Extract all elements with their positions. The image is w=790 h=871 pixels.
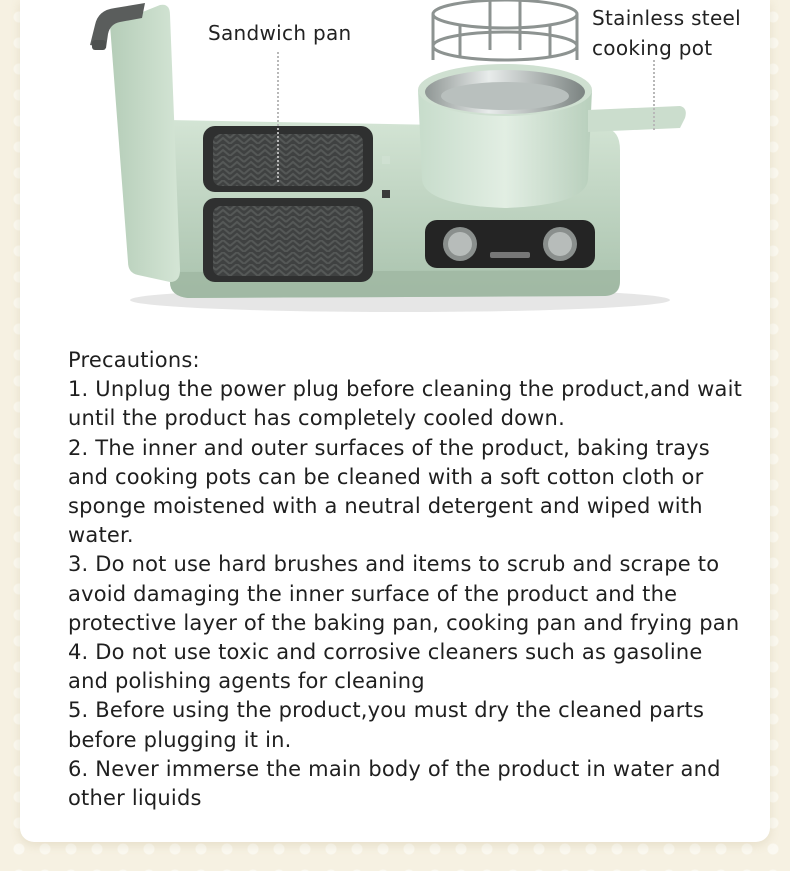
sandwich-lid — [110, 5, 180, 282]
precaution-item: 4. Do not use toxic and corrosive cleaners such as gasoline and polishing agents for cleaning — [68, 640, 703, 694]
precaution-item: 6. Never immerse the main body of the product in water and other liquids — [68, 756, 721, 811]
precaution-item: 5. Before using the product,you must dry the cleaned parts before plugging it in. — [68, 698, 705, 752]
sandwich-pan-label: Sandwich pan — [208, 21, 352, 45]
cooking-pot-leader — [653, 60, 655, 130]
precautions-section — [68, 346, 748, 813]
precaution-item: 3. Do not use hard brushes and items to scrub and scrape to avoid damaging the inner surface of the product and the protective layer of the baking pan, cooking pan and frying pan — [68, 552, 740, 635]
steamer-rack — [433, 0, 577, 60]
precaution-item: 2. The inner and outer surfaces of the product, baking trays and cooking pots can be cleaned with a soft cotton cloth or sponge moistened with a neutral detergent and wiped with water. — [68, 435, 710, 548]
precautions-heading: Precautions: — [68, 348, 200, 372]
sandwich-pan-leader — [277, 52, 279, 182]
cooking-pot-label: Stainless steel cooking pot — [592, 6, 742, 60]
precaution-item: 1. Unplug the power plug before cleaning the product,and wait until the product has completely cooled down. — [68, 377, 743, 431]
content-card — [20, 0, 770, 842]
